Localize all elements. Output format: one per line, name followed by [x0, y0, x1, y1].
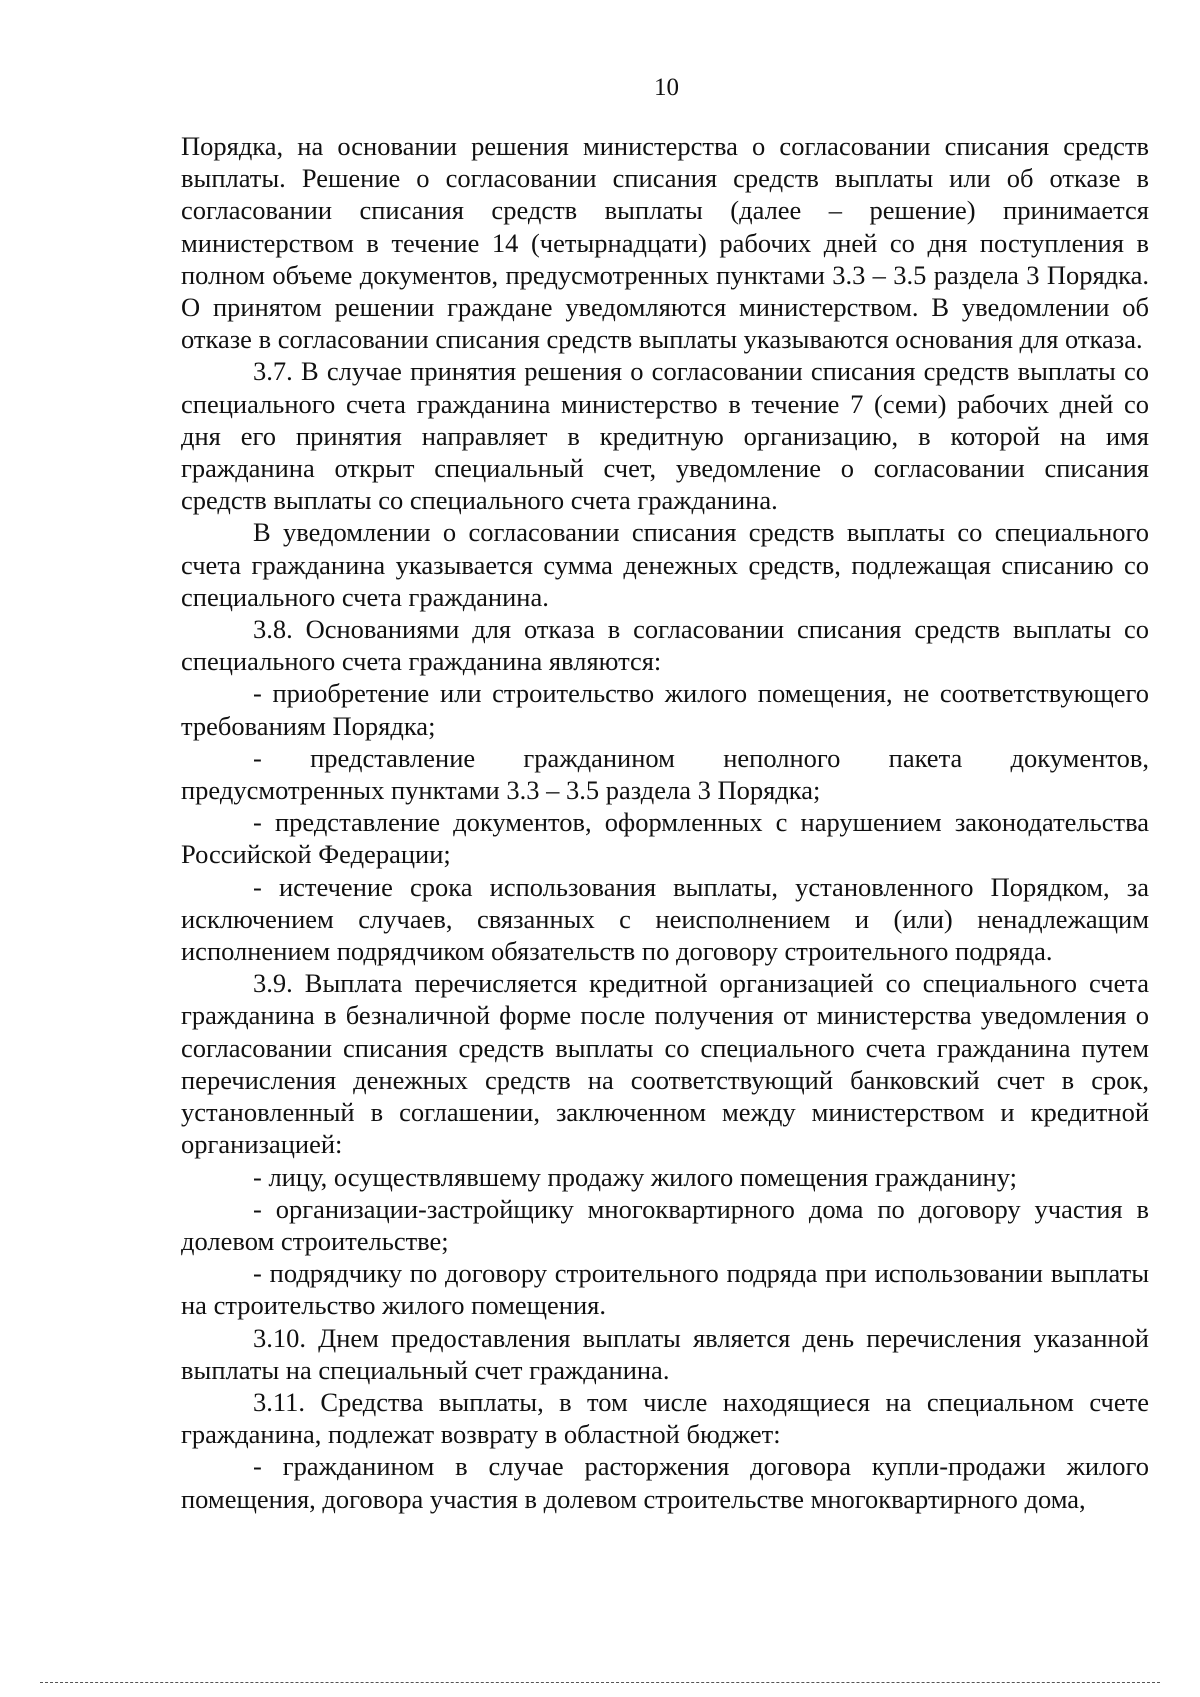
- page-number: 10: [654, 74, 679, 101]
- list-item-refusal-4: - истечение срока использования выплаты, установленного Порядком, за исключением случаев, связанных с неисполнением и (или) ненадлежащим исполнением подрядчиком обязательств по договору строительного подряда.: [181, 871, 1149, 967]
- paragraph-3-8: 3.8. Основаниями для отказа в согласовании списания средств выплаты со специального счета гражданина являются:: [181, 614, 1149, 677]
- list-item-refusal-2: - представление гражданином неполного пакета документов, предусмотренных пунктами 3.3 – 3.5 раздела 3 Порядка;: [181, 742, 1149, 806]
- list-item-return-1: - гражданином в случае расторжения договора купли-продажи жилого помещения, договора участия в долевом строительстве многоквартирного дома,: [181, 1451, 1149, 1514]
- footer-divider: [40, 1682, 1160, 1683]
- document-body: [181, 130, 1149, 1515]
- list-item-refusal-1: - приобретение или строительство жилого помещения, не соответствующего требованиям Порядка;: [181, 678, 1149, 741]
- paragraph-3-7: 3.7. В случае принятия решения о согласовании списания средств выплаты со специального счета гражданина министерство в течение 7 (семи) рабочих дней со дня его принятия направляет в кредитную организацию, в которой на имя гражданина открыт специальный счет, уведомление о согласовании списания средств выплаты со специального счета гражданина.: [181, 356, 1149, 516]
- paragraph-notice-amount: В уведомлении о согласовании списания средств выплаты со специального счета гражданина указывается сумма денежных средств, подлежащая списанию со специального счета гражданина.: [181, 517, 1149, 612]
- paragraph-3-11: 3.11. Средства выплаты, в том числе находящиеся на специальном счете гражданина, подлежат возврату в областной бюджет:: [181, 1386, 1149, 1450]
- list-item-recipient-3: - подрядчику по договору строительного подряда при использовании выплаты на строительство жилого помещения.: [181, 1258, 1149, 1321]
- list-item-refusal-3: - представление документов, оформленных с нарушением законодательства Российской Федерации;: [181, 807, 1149, 870]
- paragraph-3-9: 3.9. Выплата перечисляется кредитной организацией со специального счета гражданина в безналичной форме после получения от министерства уведомления о согласовании списания средств выплаты со специального счета гражданина путем перечисления денежных средств на соответствующий банковский счет в срок, установленный в соглашении, заключенном между министерством и кредитной организацией:: [181, 968, 1149, 1160]
- paragraph-3-10: 3.10. Днем предоставления выплаты является день перечисления указанной выплаты на специальный счет гражданина.: [181, 1322, 1149, 1385]
- list-item-recipient-2: - организации-застройщику многоквартирного дома по договору участия в долевом строительстве;: [181, 1193, 1149, 1256]
- list-item-recipient-1: - лицу, осуществлявшему продажу жилого помещения гражданину;: [253, 1161, 1017, 1192]
- paragraph-continuation: Порядка, на основании решения министерства о согласовании списания средств выплаты. Решение о согласовании списания средств выплаты или об отказе в согласовании списания средств выплаты (далее – решение) принимается министерством в течение 14 (четырнадцати) рабочих дней со дня поступления в полном объеме документов, предусмотренных пунктами 3.3 – 3.5 раздела 3 Порядка. О принятом решении граждане уведомляются министерством. В уведомлении об отказе в согласовании списания средств выплаты указываются основания для отказа.: [181, 131, 1149, 355]
